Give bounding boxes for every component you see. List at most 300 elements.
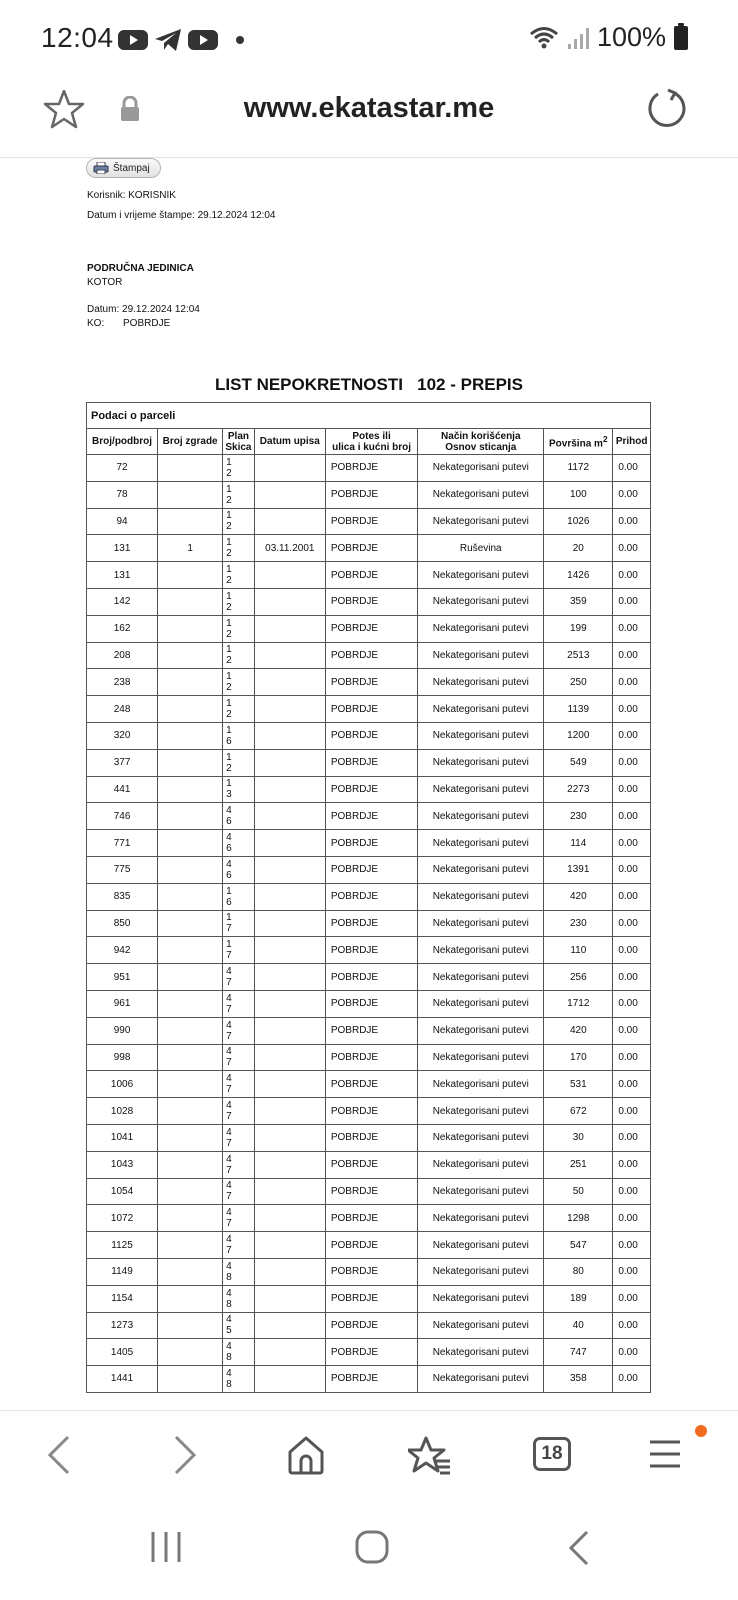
cell-potes: POBRDJE: [325, 1071, 417, 1098]
cell-povrsina: 256: [544, 964, 613, 991]
forward-icon[interactable]: [172, 1435, 198, 1475]
cell-broj: 1125: [87, 1232, 158, 1259]
cell-potes: POBRDJE: [325, 615, 417, 642]
browser-address-bar: [0, 78, 738, 158]
cell-povrsina: 672: [544, 1098, 613, 1125]
battery-percent: 100%: [596, 22, 666, 52]
cell-zgrada: [158, 669, 223, 696]
table-row: [87, 937, 651, 964]
plan-number: 4: [226, 992, 232, 1004]
cell-zgrada: [158, 830, 223, 857]
back-icon[interactable]: [46, 1435, 72, 1475]
cell-broj: 1028: [87, 1098, 158, 1125]
skica-number: 8: [226, 1378, 232, 1390]
cell-nacin: Nekategorisani putevi: [418, 722, 544, 749]
cell-povrsina: 1298: [544, 1205, 613, 1232]
cell-datum: [254, 964, 325, 991]
skica-number: 2: [226, 548, 232, 560]
cell-prihod: 0.00: [613, 455, 651, 482]
print-datetime: Datum i vrijeme štampe: 29.12.2024 12:04: [87, 210, 276, 221]
reload-icon[interactable]: [646, 87, 688, 129]
table-row: [87, 1151, 651, 1178]
cell-povrsina: 230: [544, 803, 613, 830]
skica-number: 2: [226, 709, 232, 721]
cell-prihod: 0.00: [613, 1098, 651, 1125]
plan-number: 4: [226, 1341, 232, 1353]
cell-potes: POBRDJE: [325, 803, 417, 830]
document-title: LIST NEPOKRETNOSTI 102 - PREPIS: [215, 375, 523, 394]
cell-broj: 320: [87, 722, 158, 749]
cell-datum: [254, 856, 325, 883]
cell-datum: [254, 1312, 325, 1339]
cell-prihod: 0.00: [613, 669, 651, 696]
cell-prihod: 0.00: [613, 964, 651, 991]
cell-datum: [254, 1151, 325, 1178]
cell-zgrada: [158, 696, 223, 723]
cell-potes: POBRDJE: [325, 1339, 417, 1366]
cell-potes: POBRDJE: [325, 588, 417, 615]
cell-potes: POBRDJE: [325, 1124, 417, 1151]
plan-number: 4: [226, 1207, 232, 1219]
ko-value: POBRDJE: [123, 318, 171, 329]
table-row: [87, 910, 651, 937]
cell-potes: POBRDJE: [325, 1258, 417, 1285]
cell-plan: [223, 615, 255, 642]
cell-zgrada: [158, 1017, 223, 1044]
cell-prihod: 0.00: [613, 776, 651, 803]
cell-datum: [254, 508, 325, 535]
header-datum: Datum upisa: [254, 429, 325, 455]
home-icon[interactable]: [287, 1435, 325, 1475]
cell-plan: [223, 776, 255, 803]
status-time: 12:04: [41, 22, 114, 53]
cell-nacin: Nekategorisani putevi: [418, 803, 544, 830]
youtube-icon: [118, 29, 148, 51]
cell-prihod: 0.00: [613, 1151, 651, 1178]
cell-plan: [223, 588, 255, 615]
cell-zgrada: [158, 562, 223, 589]
cell-datum: [254, 1098, 325, 1125]
cell-datum: [254, 1071, 325, 1098]
skica-number: 5: [226, 1325, 232, 1337]
cell-zgrada: [158, 1366, 223, 1393]
cell-povrsina: 1139: [544, 696, 613, 723]
header-prihod: Prihod: [613, 429, 651, 455]
cell-povrsina: 1391: [544, 856, 613, 883]
cell-potes: POBRDJE: [325, 830, 417, 857]
cell-broj: 248: [87, 696, 158, 723]
plan-number: 1: [226, 483, 232, 495]
cell-broj: 78: [87, 481, 158, 508]
unit-name: KOTOR: [87, 277, 123, 288]
table-row: [87, 830, 651, 857]
table-row: [87, 1339, 651, 1366]
skica-number: 6: [226, 869, 232, 881]
plan-number: 4: [226, 1019, 232, 1031]
cell-plan: [223, 1339, 255, 1366]
skica-number: 6: [226, 816, 232, 828]
cell-nacin: Nekategorisani putevi: [418, 1178, 544, 1205]
cell-datum: [254, 803, 325, 830]
cell-prihod: 0.00: [613, 481, 651, 508]
battery-icon: [674, 26, 688, 50]
table-row: [87, 669, 651, 696]
cell-prihod: 0.00: [613, 696, 651, 723]
cell-zgrada: [158, 722, 223, 749]
table-row: [87, 455, 651, 482]
cell-datum: [254, 1232, 325, 1259]
plan-number: 1: [226, 939, 232, 951]
cell-nacin: Nekategorisani putevi: [418, 696, 544, 723]
table-row: [87, 588, 651, 615]
table-row: [87, 803, 651, 830]
cell-broj: 1041: [87, 1124, 158, 1151]
plan-number: 1: [226, 617, 232, 629]
home-button-icon[interactable]: [355, 1530, 389, 1564]
cell-prihod: 0.00: [613, 1366, 651, 1393]
cell-zgrada: [158, 1205, 223, 1232]
table-row: [87, 1178, 651, 1205]
cell-nacin: Nekategorisani putevi: [418, 964, 544, 991]
skica-number: 2: [226, 575, 232, 587]
header-povrsina-label: Površina m: [549, 438, 603, 450]
tabs-icon[interactable]: 18: [533, 1437, 571, 1471]
cell-datum: [254, 1044, 325, 1071]
cell-povrsina: 2273: [544, 776, 613, 803]
cell-potes: POBRDJE: [325, 722, 417, 749]
table-row: [87, 1232, 651, 1259]
table-row: [87, 964, 651, 991]
cell-broj: 1054: [87, 1178, 158, 1205]
skica-number: 7: [226, 1245, 232, 1256]
menu-icon[interactable]: [648, 1439, 682, 1469]
cell-prihod: 0.00: [613, 910, 651, 937]
cell-nacin: Nekategorisani putevi: [418, 588, 544, 615]
bookmarks-icon[interactable]: [408, 1435, 452, 1477]
table-row: [87, 1258, 651, 1285]
cell-nacin: Nekategorisani putevi: [418, 562, 544, 589]
cell-plan: [223, 535, 255, 562]
skica-number: 7: [226, 1057, 232, 1069]
cell-datum: [254, 1366, 325, 1393]
plan-number: 1: [226, 698, 232, 710]
cell-zgrada: [158, 588, 223, 615]
cell-zgrada: [158, 937, 223, 964]
skica-number: 2: [226, 655, 232, 667]
cell-potes: POBRDJE: [325, 990, 417, 1017]
cell-povrsina: 2513: [544, 642, 613, 669]
cell-povrsina: 170: [544, 1044, 613, 1071]
cell-prihod: 0.00: [613, 1339, 651, 1366]
cell-prihod: 0.00: [613, 535, 651, 562]
cell-datum: [254, 696, 325, 723]
plan-number: 1: [226, 510, 232, 522]
cell-povrsina: 80: [544, 1258, 613, 1285]
plan-number: 4: [226, 1287, 232, 1299]
cell-plan: [223, 830, 255, 857]
print-button-label: Štampaj: [113, 162, 150, 174]
cell-plan: [223, 1232, 255, 1259]
plan-number: 4: [226, 1367, 232, 1379]
cell-broj: 131: [87, 535, 158, 562]
cell-nacin: Nekategorisani putevi: [418, 508, 544, 535]
cell-nacin: Nekategorisani putevi: [418, 642, 544, 669]
cell-prihod: 0.00: [613, 1071, 651, 1098]
skica-number: 7: [226, 1030, 232, 1042]
cell-broj: 1006: [87, 1071, 158, 1098]
cell-broj: 942: [87, 937, 158, 964]
skica-number: 7: [226, 1084, 232, 1096]
table-row: [87, 642, 651, 669]
cell-broj: 951: [87, 964, 158, 991]
header-potes-line1: Potes ili: [352, 430, 391, 442]
cell-nacin: Nekategorisani putevi: [418, 1339, 544, 1366]
plan-number: 4: [226, 1073, 232, 1085]
cell-zgrada: [158, 910, 223, 937]
cell-prihod: 0.00: [613, 508, 651, 535]
table-row: [87, 615, 651, 642]
header-plan-line1: Plan: [227, 430, 249, 442]
table-caption: Podaci o parceli: [87, 403, 651, 429]
cell-broj: 961: [87, 990, 158, 1017]
cell-nacin: Nekategorisani putevi: [418, 1312, 544, 1339]
ko-label: KO:: [87, 318, 105, 329]
cell-zgrada: [158, 1312, 223, 1339]
cell-broj: 1154: [87, 1285, 158, 1312]
cell-povrsina: 114: [544, 830, 613, 857]
skica-number: 3: [226, 789, 232, 801]
cell-plan: [223, 1017, 255, 1044]
plan-number: 1: [226, 778, 232, 790]
header-povrsina: [544, 429, 613, 455]
cell-zgrada: [158, 508, 223, 535]
cell-plan: [223, 1071, 255, 1098]
cell-broj: 1441: [87, 1366, 158, 1393]
cell-prihod: 0.00: [613, 642, 651, 669]
cell-plan: [223, 1098, 255, 1125]
cell-plan: [223, 669, 255, 696]
table-row: [87, 1044, 651, 1071]
print-button[interactable]: [86, 158, 161, 178]
cell-nacin: Nekategorisani putevi: [418, 776, 544, 803]
cell-potes: POBRDJE: [325, 481, 417, 508]
cell-povrsina: 251: [544, 1151, 613, 1178]
cell-plan: [223, 910, 255, 937]
plan-number: 1: [226, 885, 232, 897]
cell-datum: 03.11.2001: [254, 535, 325, 562]
cell-povrsina: 110: [544, 937, 613, 964]
header-broj: Broj/podbroj: [87, 429, 158, 455]
cell-potes: POBRDJE: [325, 1366, 417, 1393]
cell-potes: POBRDJE: [325, 1178, 417, 1205]
plan-number: 4: [226, 832, 232, 844]
table-row: [87, 1071, 651, 1098]
cell-zgrada: [158, 1258, 223, 1285]
header-nacin: [418, 429, 544, 455]
back-button-icon[interactable]: [568, 1530, 590, 1566]
cell-plan: [223, 937, 255, 964]
cell-broj: 72: [87, 455, 158, 482]
cell-povrsina: 50: [544, 1178, 613, 1205]
skica-number: 7: [226, 950, 232, 962]
cell-nacin: Nekategorisani putevi: [418, 937, 544, 964]
table-row: [87, 481, 651, 508]
cell-povrsina: 1200: [544, 722, 613, 749]
cell-nacin: Nekategorisani putevi: [418, 1017, 544, 1044]
cell-zgrada: [158, 776, 223, 803]
plan-number: 4: [226, 1153, 232, 1165]
header-nacin-line2: Osnov sticanja: [445, 441, 517, 453]
plan-number: 1: [226, 644, 232, 656]
cell-broj: 1072: [87, 1205, 158, 1232]
cell-potes: POBRDJE: [325, 508, 417, 535]
header-potes: [325, 429, 417, 455]
cell-nacin: Nekategorisani putevi: [418, 990, 544, 1017]
cell-plan: [223, 1178, 255, 1205]
cell-nacin: Nekategorisani putevi: [418, 1366, 544, 1393]
cell-prihod: 0.00: [613, 1258, 651, 1285]
cell-datum: [254, 1017, 325, 1044]
menu-notification-dot: [695, 1425, 707, 1437]
cell-zgrada: [158, 455, 223, 482]
cell-datum: [254, 615, 325, 642]
table-row: [87, 1205, 651, 1232]
cell-datum: [254, 588, 325, 615]
cell-potes: POBRDJE: [325, 1017, 417, 1044]
cell-plan: [223, 1285, 255, 1312]
cell-datum: [254, 722, 325, 749]
cell-zgrada: [158, 1071, 223, 1098]
skica-number: 7: [226, 1218, 232, 1230]
cell-plan: [223, 1205, 255, 1232]
cell-broj: 990: [87, 1017, 158, 1044]
header-zgrada: Broj zgrade: [158, 429, 223, 455]
date-line: Datum: 29.12.2024 12:04: [87, 304, 200, 315]
cell-plan: [223, 1151, 255, 1178]
cell-povrsina: 531: [544, 1071, 613, 1098]
cell-zgrada: [158, 1151, 223, 1178]
cell-broj: 1149: [87, 1258, 158, 1285]
cell-plan: [223, 803, 255, 830]
cell-prihod: 0.00: [613, 1285, 651, 1312]
cell-povrsina: 189: [544, 1285, 613, 1312]
cell-broj: 94: [87, 508, 158, 535]
cell-prihod: 0.00: [613, 830, 651, 857]
system-status: [529, 22, 688, 53]
cell-prihod: 0.00: [613, 588, 651, 615]
cell-datum: [254, 776, 325, 803]
cell-nacin: Ruševina: [418, 535, 544, 562]
cell-potes: POBRDJE: [325, 1232, 417, 1259]
cell-povrsina: 230: [544, 910, 613, 937]
cell-povrsina: 1026: [544, 508, 613, 535]
cell-potes: POBRDJE: [325, 1151, 417, 1178]
cell-datum: [254, 990, 325, 1017]
cell-potes: POBRDJE: [325, 1312, 417, 1339]
cell-plan: [223, 1312, 255, 1339]
cell-prihod: 0.00: [613, 856, 651, 883]
cell-plan: [223, 696, 255, 723]
cell-nacin: Nekategorisani putevi: [418, 1232, 544, 1259]
cell-povrsina: 547: [544, 1232, 613, 1259]
cell-nacin: Nekategorisani putevi: [418, 749, 544, 776]
cell-zgrada: 1: [158, 535, 223, 562]
table-row: [87, 1124, 651, 1151]
cell-prihod: 0.00: [613, 562, 651, 589]
cell-povrsina: 40: [544, 1312, 613, 1339]
cell-zgrada: [158, 856, 223, 883]
header-nacin-line1: Način korišćenja: [441, 430, 521, 442]
cell-broj: 162: [87, 615, 158, 642]
cell-plan: [223, 1124, 255, 1151]
cell-zgrada: [158, 642, 223, 669]
cell-povrsina: 549: [544, 749, 613, 776]
cell-prihod: 0.00: [613, 937, 651, 964]
wifi-icon: [529, 26, 559, 50]
cell-povrsina: 250: [544, 669, 613, 696]
recent-apps-icon[interactable]: [150, 1530, 182, 1564]
ko-line: [87, 318, 170, 329]
cell-potes: POBRDJE: [325, 1285, 417, 1312]
cell-povrsina: 1712: [544, 990, 613, 1017]
table-header-row: [87, 429, 651, 455]
cell-nacin: Nekategorisani putevi: [418, 910, 544, 937]
skica-number: 2: [226, 682, 232, 694]
unit-heading: PODRUČNA JEDINICA: [87, 263, 194, 274]
cell-potes: POBRDJE: [325, 1098, 417, 1125]
cell-plan: [223, 856, 255, 883]
cell-broj: 142: [87, 588, 158, 615]
skica-number: 7: [226, 1191, 232, 1203]
parcel-table: [86, 402, 651, 1393]
table-row: [87, 1017, 651, 1044]
cell-datum: [254, 1258, 325, 1285]
cell-prihod: 0.00: [613, 883, 651, 910]
cell-nacin: Nekategorisani putevi: [418, 856, 544, 883]
cell-povrsina: 30: [544, 1124, 613, 1151]
cell-nacin: Nekategorisani putevi: [418, 883, 544, 910]
skica-number: 7: [226, 1164, 232, 1176]
cell-prihod: 0.00: [613, 1205, 651, 1232]
cell-plan: [223, 722, 255, 749]
cell-nacin: Nekategorisani putevi: [418, 830, 544, 857]
plan-number: 1: [226, 590, 232, 602]
plan-number: 1: [226, 537, 232, 549]
table-row: [87, 722, 651, 749]
table-row: [87, 1285, 651, 1312]
cell-prihod: 0.00: [613, 803, 651, 830]
cell-zgrada: [158, 883, 223, 910]
cell-zgrada: [158, 749, 223, 776]
cell-nacin: Nekategorisani putevi: [418, 1098, 544, 1125]
cell-zgrada: [158, 1232, 223, 1259]
cell-potes: POBRDJE: [325, 642, 417, 669]
cell-datum: [254, 642, 325, 669]
skica-number: 7: [226, 923, 232, 935]
cell-potes: POBRDJE: [325, 455, 417, 482]
cell-zgrada: [158, 1044, 223, 1071]
url-text[interactable]: www.ekatastar.me: [243, 92, 495, 124]
cell-datum: [254, 1124, 325, 1151]
cell-nacin: Nekategorisani putevi: [418, 1124, 544, 1151]
plan-number: 1: [226, 724, 232, 736]
cell-plan: [223, 642, 255, 669]
signal-icon: [567, 26, 589, 50]
cell-zgrada: [158, 1124, 223, 1151]
table-row: [87, 562, 651, 589]
cell-datum: [254, 1339, 325, 1366]
cell-povrsina: 199: [544, 615, 613, 642]
